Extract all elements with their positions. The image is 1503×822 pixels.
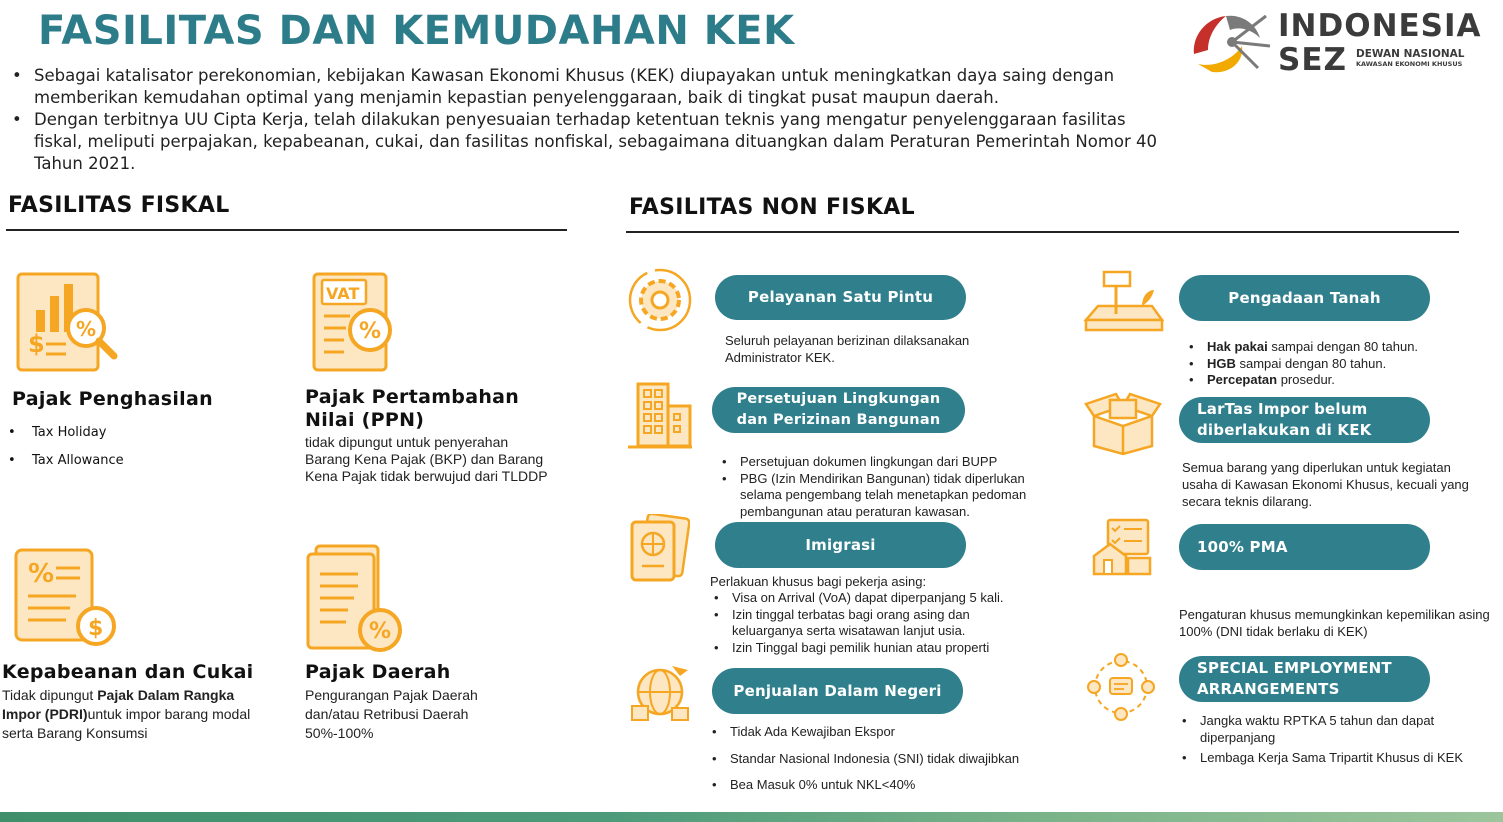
- footer-bar: [0, 812, 1503, 822]
- penjualan-list: [708, 724, 1068, 794]
- lingkungan-item: • Persetujuan dokumen lingkungan dari BUPP: [718, 454, 1048, 471]
- svg-text:%: %: [369, 619, 392, 644]
- tanah-item-bold: Percepatan: [1207, 372, 1278, 387]
- special-label-block: [1197, 658, 1392, 700]
- land-sign-icon: [1082, 268, 1164, 334]
- lartas-label-block: [1197, 399, 1372, 441]
- penjualan-item: • Standar Nasional Indonesia (SNI) tidak diwajibkan: [708, 751, 1068, 768]
- special-item: • Lembaga Kerja Sama Tripartit Khusus di KEK: [1178, 750, 1478, 767]
- imigrasi-item: • Visa on Arrival (VoA) dapat diperpanjang 5 kali.: [710, 590, 1040, 607]
- svg-text:$: $: [28, 330, 45, 358]
- tanah-item-text: prosedur.: [1277, 372, 1335, 387]
- page-title: FASILITAS DAN KEMUDAHAN KEK: [38, 8, 795, 54]
- pph-item: • Tax Allowance: [8, 453, 124, 468]
- tanah-item: [1185, 356, 1485, 373]
- property-checklist-icon: [1090, 516, 1154, 576]
- svg-text:%: %: [359, 319, 382, 344]
- regional-tax-document-icon: [302, 544, 406, 652]
- logo-text-sez: SEZ: [1278, 42, 1347, 78]
- passport-icon: [628, 514, 690, 582]
- customs-invoice-icon: [10, 546, 120, 650]
- tanah-item-text: sampai dengan 80 tahun.: [1267, 339, 1419, 354]
- fiskal-heading: FASILITAS FISKAL: [8, 193, 230, 218]
- nonfiskal-heading: FASILITAS NON FISKAL: [629, 195, 915, 220]
- lingkungan-item: • PBG (Izin Mendirikan Bangunan) tidak diperlukan selama pengembang telah menetapkan pedoman pembangunan atau peraturan kawasan.: [718, 471, 1048, 521]
- imigrasi-intro: Perlakuan khusus bagi pekerja asing:: [710, 574, 927, 589]
- penjualan-item: • Bea Masuk 0% untuk NKL<40%: [708, 777, 1068, 794]
- special-list: [1178, 713, 1478, 767]
- pma-pill: 100% PMA: [1179, 524, 1430, 570]
- logo-text-kek: KAWASAN EKONOMI KHUSUS: [1356, 60, 1463, 68]
- svg-text:%: %: [28, 559, 55, 589]
- logo-text-indonesia: INDONESIA: [1278, 8, 1482, 44]
- open-box-icon: [1084, 386, 1162, 456]
- lartas-label-line1: LarTas Impor belum: [1197, 400, 1368, 418]
- svg-text:%: %: [76, 317, 97, 341]
- intro-item: • Sebagai katalisator perekonomian, kebijakan Kawasan Ekonomi Khusus (KEK) diupayakan untuk meningkatkan daya saing dengan memberikan kemudahan optimal yang menjamin kepastian penyelenggaraan, baik di tingkat pusat maupun daerah.: [8, 65, 1158, 109]
- pelayanan-description: Seluruh pelayanan berizinan dilaksanakan Administrator KEK.: [725, 333, 970, 365]
- lartas-impor-pill: [1179, 397, 1430, 443]
- tanah-item: [1185, 372, 1485, 389]
- imigrasi-item: • Izin tinggal terbatas bagi orang asing dan keluarganya serta wisatawan lanjut usia.: [710, 607, 1040, 640]
- imigrasi-item: • Izin Tinggal bagi pemilik hunian atau properti: [710, 640, 1040, 657]
- bea-description: [2, 686, 264, 743]
- building-icon: [626, 380, 694, 450]
- ppn-description: tidak dipungut untuk penyerahan Barang Kena Pajak (BKP) dan Barang Kena Pajak tidak berwujud dari TLDDP: [305, 434, 548, 484]
- tanah-item: [1185, 339, 1485, 356]
- gear-icon: [626, 266, 694, 334]
- imigrasi-list: [710, 590, 1040, 656]
- intro-item: • Dengan terbitnya UU Cipta Kerja, telah dilakukan penyesuaian terhadap ketentuan teknis yang mengatur penyelenggaraan fasilitas fiskal, meliputi perpajakan, kepabeanan, cukai, dan fasilitas nonfiskal, sebagaimana dituangkan dalam Peraturan Pemerintah Nomor 40 Tahun 2021.: [8, 109, 1158, 175]
- bea-title: Kepabeanan dan Cukai: [2, 661, 254, 683]
- daerah-description: Pengurangan Pajak Daerah dan/atau Retribusi Daerah 50%-100%: [305, 687, 478, 741]
- tax-document-search-icon: [14, 270, 118, 374]
- tanah-list: [1185, 339, 1485, 389]
- pph-list: [8, 425, 124, 481]
- lingkungan-list: [718, 454, 1048, 520]
- tanah-item-bold: HGB: [1207, 355, 1236, 371]
- logo-text-dewan: DEWAN NASIONAL: [1356, 48, 1465, 60]
- pengadaan-tanah-pill: Pengadaan Tanah: [1179, 275, 1430, 321]
- pph-title: Pajak Penghasilan: [12, 388, 213, 410]
- indonesia-sez-logo: [1186, 6, 1486, 78]
- svg-text:VAT: VAT: [326, 284, 360, 303]
- vat-document-icon: [310, 270, 400, 374]
- pma-description: Pengaturan khusus memungkinkan kepemilikan asing 100% (DNI tidak berlaku di KEK): [1179, 607, 1490, 639]
- tanah-item-bold: Hak pakai: [1207, 339, 1268, 354]
- special-item: • Jangka waktu RPTKA 5 tahun dan dapat diperpanjang: [1178, 713, 1478, 746]
- svg-text:$: $: [88, 616, 104, 641]
- ppn-title: [305, 386, 519, 432]
- special-employment-pill: [1179, 656, 1430, 702]
- sez-emblem-icon: [1186, 6, 1278, 78]
- fiskal-divider: [6, 229, 567, 231]
- pelayanan-satu-pintu-pill: Pelayanan Satu Pintu: [715, 275, 966, 320]
- penjualan-dalam-negeri-pill: Penjualan Dalam Negeri: [712, 668, 963, 714]
- pph-item: • Tax Holiday: [8, 425, 124, 440]
- bea-desc-pre: Tidak dipungut: [2, 687, 98, 703]
- nonfiskal-divider: [626, 231, 1459, 233]
- special-label-line2: ARRANGEMENTS: [1197, 680, 1340, 698]
- intro-list: [8, 65, 1158, 175]
- ppn-title-line1: Pajak Pertambahan: [305, 386, 520, 408]
- persetujuan-lingkungan-pill: Persetujuan Lingkungan dan Perizinan Bangunan: [712, 387, 965, 433]
- lartas-description: Semua barang yang diperlukan untuk kegiatan usaha di Kawasan Ekonomi Khusus, kecuali yang secara teknis dilarang.: [1182, 460, 1469, 509]
- lartas-label-line2: diberlakukan di KEK: [1197, 421, 1372, 439]
- imigrasi-pill: Imigrasi: [715, 522, 966, 568]
- bea-desc-bold: Pajak Dalam Rangka Impor (PDRI): [2, 687, 235, 722]
- penjualan-item: • Tidak Ada Kewajiban Ekspor: [708, 724, 1068, 741]
- daerah-title: Pajak Daerah: [305, 661, 451, 683]
- special-label-line1: SPECIAL EMPLOYMENT: [1197, 659, 1392, 677]
- ppn-title-line2: Nilai (PPN): [305, 409, 425, 431]
- bea-desc-post: untuk impor barang modal serta Barang Konsumsi: [2, 706, 251, 741]
- people-network-icon: [1086, 652, 1156, 722]
- globe-trade-icon: [630, 662, 692, 724]
- tanah-item-text: sampai dengan 80 tahun.: [1235, 355, 1387, 371]
